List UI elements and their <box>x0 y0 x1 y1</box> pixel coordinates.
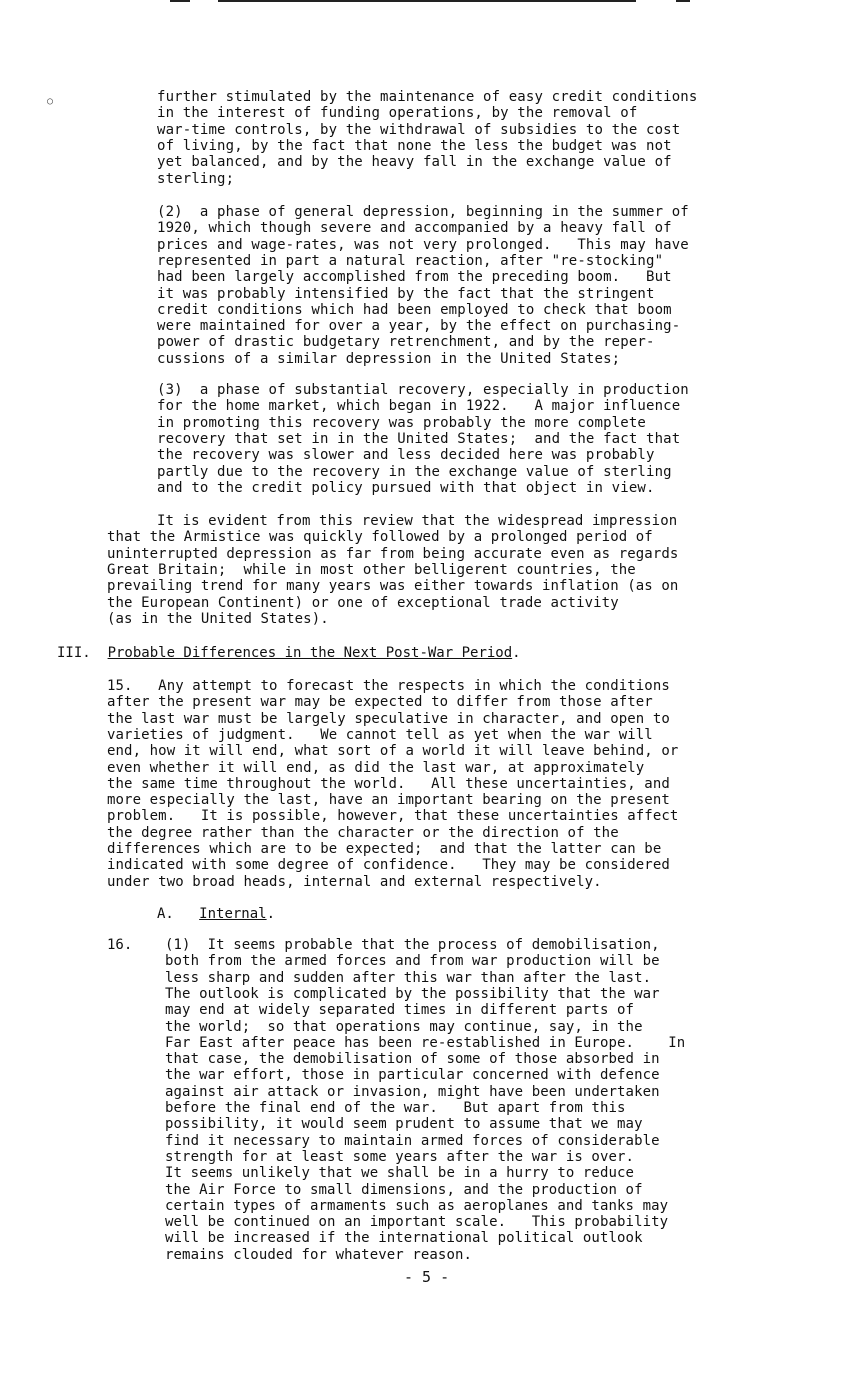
para-15-line: differences which are to be expected; and that the latter can be <box>107 841 662 857</box>
item-2-line: cussions of a similar depression in the United States; <box>157 351 621 367</box>
para-16-line: certain types of armaments such as aeroplanes and tanks may <box>165 1198 669 1214</box>
item-2-line: (2) a phase of general depression, beginning in the summer of <box>157 204 689 220</box>
para-15-line: the degree rather than the character or the direction of the <box>107 825 619 841</box>
item-3-line: the recovery was slower and less decided here was probably <box>157 447 655 463</box>
section-number: III. <box>57 645 91 661</box>
item-2-line: it was probably intensified by the fact that the stringent <box>157 286 655 302</box>
para-16-line: both from the armed forces and from war production will be <box>165 953 660 969</box>
review-paragraph-line: the European Continent) or one of exceptional trade activity <box>107 595 619 611</box>
review-paragraph-line: uninterrupted depression as far from being accurate even as regards <box>107 546 679 562</box>
para-16-line: will be increased if the international political outlook <box>165 1230 643 1246</box>
item-2-line: had been largely accomplished from the preceding boom. But <box>157 269 672 285</box>
review-paragraph-line: It is evident from this review that the widespread impression <box>157 513 678 529</box>
item-3-line: and to the credit policy pursued with that object in view. <box>157 480 655 496</box>
para-16-line: well be continued on an important scale. This probability <box>165 1214 669 1230</box>
continuation-paragraph-line: yet balanced, and by the heavy fall in the exchange value of <box>157 154 672 170</box>
continuation-paragraph-line: sterling; <box>157 171 235 187</box>
para-15-line: more especially the last, have an important bearing on the present <box>107 792 670 808</box>
para-16-line: find it necessary to maintain armed forces of considerable <box>165 1133 660 1149</box>
para-16-line: The outlook is complicated by the possibility that the war <box>165 986 660 1002</box>
review-paragraph-line: that the Armistice was quickly followed by a prolonged period of <box>107 529 653 545</box>
top-rule-short <box>170 0 190 2</box>
item-2-line: credit conditions which had been employed to check that boom <box>157 302 672 318</box>
para-16-line: that case, the demobilisation of some of those absorbed in <box>165 1051 660 1067</box>
review-paragraph-line: prevailing trend for many years was either towards inflation (as on <box>107 578 679 594</box>
subsection-letter: A. <box>157 906 174 922</box>
subsection-heading <box>157 906 275 922</box>
para-15-line: under two broad heads, internal and external respectively. <box>107 874 602 890</box>
top-rule-right <box>676 0 690 2</box>
para-15-line: varieties of judgment. We cannot tell as yet when the war will <box>107 727 653 743</box>
para-15-line: even whether it will end, as did the last war, at approximately <box>107 760 645 776</box>
review-paragraph-line: Great Britain; while in most other belligerent countries, the <box>107 562 636 578</box>
top-rule-long <box>218 0 636 2</box>
item-3-line: for the home market, which began in 1922. A major influence <box>157 398 681 414</box>
para-15-line: problem. It is possible, however, that these uncertainties affect <box>107 808 679 824</box>
para-16-line: less sharp and sudden after this war than after the last. <box>165 970 652 986</box>
page-number: - 5 - <box>404 1268 450 1286</box>
para-16-line: remains clouded for whatever reason. <box>165 1247 473 1263</box>
subsection-title: Internal <box>199 906 267 922</box>
para-15-line: after the present war may be expected to differ from those after <box>107 694 653 710</box>
para-16-line: the Air Force to small dimensions, and the production of <box>165 1182 643 1198</box>
para-16-line: strength for at least some years after the war is over. <box>165 1149 635 1165</box>
para-16-line: against air attack or invasion, might have been undertaken <box>165 1084 660 1100</box>
subsection-title-period: . <box>266 906 276 922</box>
item-2-line: represented in part a natural reaction, after "re-stocking" <box>157 253 664 269</box>
continuation-paragraph-line: further stimulated by the maintenance of easy credit conditions <box>157 89 698 105</box>
para-16-line: may end at widely separated times in different parts of <box>165 1002 635 1018</box>
item-2-line: were maintained for over a year, by the effect on purchasing- <box>157 318 681 334</box>
para-16-number: 16. <box>107 937 133 953</box>
margin-mark: ○ <box>47 96 54 107</box>
item-3-line: in promoting this recovery was probably the more complete <box>157 415 646 431</box>
section-heading <box>57 645 521 661</box>
para-16-line: the world; so that operations may continue, say, in the <box>165 1019 643 1035</box>
continuation-paragraph-line: in the interest of funding operations, by the removal of <box>157 105 638 121</box>
para-16-line: It seems unlikely that we shall be in a hurry to reduce <box>165 1165 635 1181</box>
review-paragraph-line: (as in the United States). <box>107 611 329 627</box>
para-16-line: Far East after peace has been re-established in Europe. In <box>165 1035 686 1051</box>
para-16-line: (1) It seems probable that the process of demobilisation, <box>165 937 660 953</box>
item-2-line: 1920, which though severe and accompanied by a heavy fall of <box>157 220 672 236</box>
item-2-line: power of drastic budgetary retrenchment, and by the reper- <box>157 334 655 350</box>
para-15-line: end, how it will end, what sort of a world it will leave behind, or <box>107 743 679 759</box>
para-15-line: the same time throughout the world. All these uncertainties, and <box>107 776 670 792</box>
para-15-line: 15. Any attempt to forecast the respects in which the conditions <box>107 678 670 694</box>
item-3-line: recovery that set in in the United States; and the fact that <box>157 431 681 447</box>
para-15-line: indicated with some degree of confidence. They may be considered <box>107 857 670 873</box>
section-title-period: . <box>512 645 521 661</box>
item-3-line: (3) a phase of substantial recovery, especially in production <box>157 382 689 398</box>
item-3-line: partly due to the recovery in the exchange value of sterling <box>157 464 672 480</box>
para-16-line: the war effort, those in particular concerned with defence <box>165 1067 660 1083</box>
para-16-line: possibility, it would seem prudent to assume that we may <box>165 1116 643 1132</box>
item-2-line: prices and wage-rates, was not very prolonged. This may have <box>157 237 689 253</box>
section-title: Probable Differences in the Next Post-War Period <box>107 645 513 661</box>
para-16-line: before the final end of the war. But apart from this <box>165 1100 626 1116</box>
continuation-paragraph-line: war-time controls, by the withdrawal of subsidies to the cost <box>157 122 681 138</box>
para-15-line: the last war must be largely speculative in character, and open to <box>107 711 670 727</box>
continuation-paragraph-line: of living, by the fact that none the less the budget was not <box>157 138 672 154</box>
